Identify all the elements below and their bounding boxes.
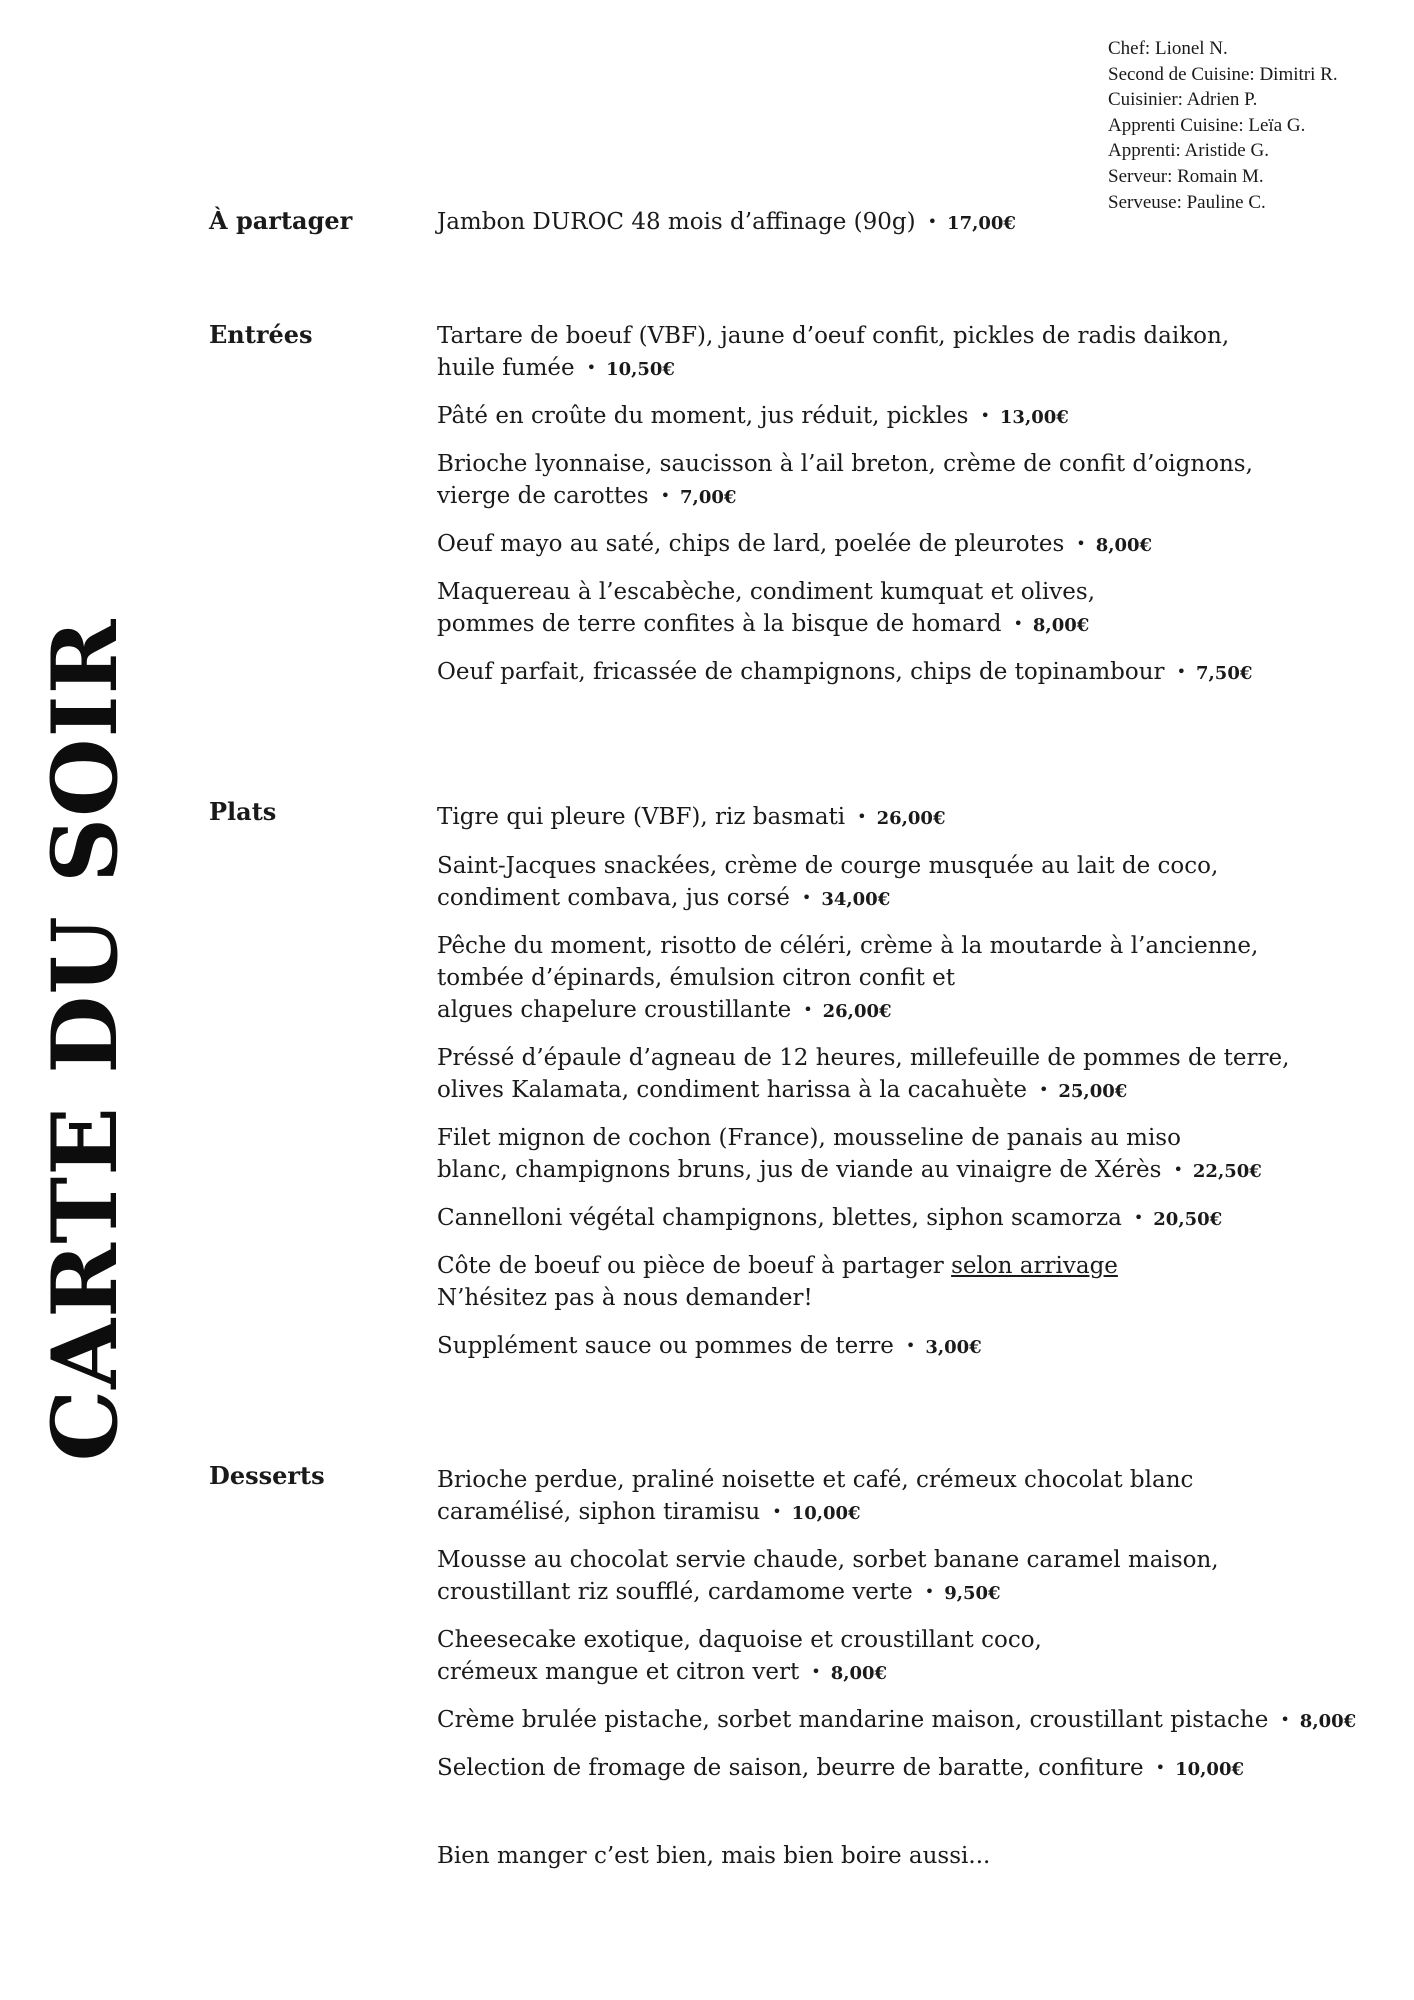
- item-text: Oeuf parfait, fricassée de champignons, chips de topinambour: [437, 659, 1165, 685]
- separator-dot: •: [1133, 1208, 1144, 1227]
- item-text: Pâté en croûte du moment, jus réduit, pickles: [437, 403, 969, 429]
- menu-item: [437, 206, 1016, 240]
- menu-item: [437, 1122, 1262, 1188]
- staff-apprenti-cuisine: Apprenti Cuisine: Leïa G.: [1108, 114, 1306, 136]
- menu-item: [437, 1624, 1042, 1690]
- staff-second: Second de Cuisine: Dimitri R.: [1108, 63, 1338, 85]
- item-price: 26,00€: [876, 808, 946, 829]
- item-price: 8,00€: [830, 1663, 888, 1684]
- menu-item: [437, 1544, 1219, 1610]
- item-price: 17,00€: [947, 213, 1016, 234]
- menu-item: [437, 528, 1152, 562]
- separator-dot: •: [811, 1662, 821, 1681]
- menu-item: [437, 850, 1218, 916]
- staff-cuisinier: Cuisinier: Adrien P.: [1108, 89, 1258, 111]
- item-price: 10,00€: [1175, 1759, 1244, 1780]
- staff-apprenti: Apprenti: Aristide G.: [1108, 140, 1269, 162]
- item-text: Côte de boeuf ou pièce de boeuf à partager: [437, 1253, 944, 1279]
- item-text: Selection de fromage de saison, beurre de baratte, confiture: [437, 1755, 1144, 1781]
- menu-item: [437, 448, 1253, 514]
- separator-dot: •: [586, 358, 597, 377]
- section-label-plats: Plats: [209, 797, 277, 826]
- item-text: Maquereau à l’escabèche, condiment kumquat et olives,: [437, 579, 1096, 605]
- item-text: Brioche perdue, praliné noisette et café, crémeux chocolat blanc: [437, 1467, 1194, 1493]
- item-price: 9,50€: [944, 1583, 1001, 1604]
- item-text: crémeux mangue et citron vert: [437, 1659, 800, 1685]
- item-price: 10,00€: [791, 1503, 861, 1524]
- separator-dot: •: [1038, 1080, 1049, 1099]
- separator-dot: •: [1076, 534, 1086, 553]
- separator-dot: •: [980, 406, 990, 425]
- menu-item: [437, 320, 1229, 386]
- item-text: Oeuf mayo au saté, chips de lard, poelée de pleurotes: [437, 531, 1065, 557]
- staff-serveuse: Serveuse: Pauline C.: [1108, 191, 1266, 213]
- item-price: 3,00€: [925, 1337, 982, 1358]
- selon-arrivage-text: selon arrivage: [951, 1253, 1118, 1279]
- item-text: Mousse au chocolat servie chaude, sorbet banane caramel maison,: [437, 1547, 1219, 1573]
- item-price: 20,50€: [1153, 1209, 1223, 1230]
- menu-item: [437, 1464, 1193, 1530]
- item-text: Jambon DUROC 48 mois d’affinage (90g): [437, 209, 916, 235]
- menu-item: [437, 1752, 1244, 1786]
- item-price: 7,00€: [680, 487, 737, 508]
- menu-item: [437, 656, 1252, 690]
- item-text: Supplément sauce ou pommes de terre: [437, 1333, 894, 1359]
- menu-item: [437, 1202, 1222, 1236]
- item-text: Cannelloni végétal champignons, blettes, siphon scamorza: [437, 1205, 1122, 1231]
- item-text: pommes de terre confites à la bisque de homard: [437, 611, 1002, 637]
- separator-dot: •: [660, 486, 671, 505]
- menu-item: [437, 400, 1069, 434]
- menu-item: [437, 1330, 982, 1364]
- item-text: N’hésitez pas à nous demander!: [437, 1285, 813, 1311]
- item-text: condiment combava, jus corsé: [437, 885, 790, 911]
- item-text: olives Kalamata, condiment harissa à la cacahuète: [437, 1077, 1027, 1103]
- item-text: Brioche lyonnaise, saucisson à l’ail breton, crème de confit d’oignons,: [437, 451, 1253, 477]
- item-text: algues chapelure croustillante: [437, 997, 792, 1023]
- section-label-desserts: Desserts: [209, 1461, 325, 1490]
- footer-tagline: Bien manger c’est bien, mais bien boire aussi...: [437, 1843, 991, 1869]
- separator-dot: •: [1280, 1710, 1290, 1729]
- section-label-partager: À partager: [209, 206, 353, 235]
- separator-dot: •: [924, 1582, 935, 1601]
- item-text: Saint-Jacques snackées, crème de courge musquée au lait de coco,: [437, 853, 1219, 879]
- item-text: Filet mignon de cochon (France), mousseline de panais au miso: [437, 1125, 1181, 1151]
- separator-dot: •: [1013, 614, 1023, 633]
- item-text: vierge de carottes: [437, 483, 649, 509]
- item-price: 10,50€: [606, 359, 675, 380]
- separator-dot: •: [1173, 1160, 1183, 1179]
- menu-item: [437, 1704, 1356, 1738]
- item-text: Cheesecake exotique, daquoise et croustillant coco,: [437, 1627, 1042, 1653]
- item-price: 22,50€: [1192, 1161, 1262, 1182]
- item-text: Crème brulée pistache, sorbet mandarine maison, croustillant pistache: [437, 1707, 1269, 1733]
- menu-title: CARTE DU SOIR: [32, 618, 138, 1462]
- item-text: caramélisé, siphon tiramisu: [437, 1499, 761, 1525]
- separator-dot: •: [927, 212, 938, 231]
- item-text: huile fumée: [437, 355, 575, 381]
- item-price: 8,00€: [1032, 615, 1090, 636]
- item-text: croustillant riz soufflé, cardamome verte: [437, 1579, 913, 1605]
- separator-dot: •: [905, 1336, 916, 1355]
- separator-dot: •: [1176, 662, 1186, 681]
- item-price: 8,00€: [1299, 1711, 1357, 1732]
- menu-item: [437, 930, 1258, 1028]
- menu-item: [437, 1042, 1289, 1108]
- staff-list: [1108, 36, 1338, 215]
- item-price: 26,00€: [822, 1001, 892, 1022]
- item-text: Tigre qui pleure (VBF), riz basmati: [437, 804, 846, 830]
- separator-dot: •: [803, 1000, 813, 1019]
- menu-item: [437, 1250, 1118, 1314]
- item-price: 25,00€: [1058, 1081, 1128, 1102]
- separator-dot: •: [1155, 1758, 1166, 1777]
- staff-chef: Chef: Lionel N.: [1108, 38, 1228, 59]
- menu-item: [437, 576, 1095, 642]
- item-text: blanc, champignons bruns, jus de viande au vinaigre de Xérès: [437, 1157, 1162, 1183]
- item-text: tombée d’épinards, émulsion citron confit et: [437, 965, 956, 991]
- item-price: 13,00€: [999, 407, 1069, 428]
- item-price: 8,00€: [1095, 535, 1153, 556]
- item-text: Pêche du moment, risotto de céléri, crème à la moutarde à l’ancienne,: [437, 933, 1259, 959]
- staff-serveur: Serveur: Romain M.: [1108, 165, 1264, 187]
- item-price: 34,00€: [821, 889, 891, 910]
- menu-item: [437, 801, 945, 835]
- item-text: Préssé d’épaule d’agneau de 12 heures, millefeuille de pommes de terre,: [437, 1045, 1290, 1071]
- item-price: 7,50€: [1196, 663, 1253, 684]
- separator-dot: •: [772, 1502, 782, 1521]
- separator-dot: •: [801, 888, 812, 907]
- separator-dot: •: [857, 807, 867, 826]
- section-label-entrees: Entrées: [209, 320, 313, 349]
- item-text: Tartare de boeuf (VBF), jaune d’oeuf confit, pickles de radis daikon,: [437, 323, 1230, 349]
